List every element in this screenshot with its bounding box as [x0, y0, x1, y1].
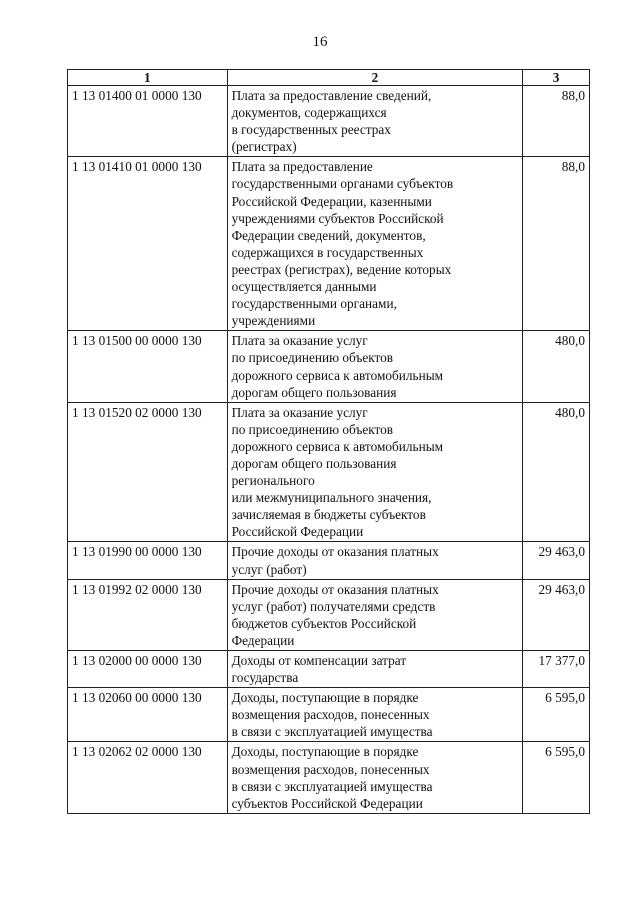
revenue-name-cell: Плата за оказание услуг по присоединению объектов дорожного сервиса к автомобильным дорогам общего пользования регионального или межмуниципального значения, зачисляемая в бюджеты субъектов Российской Федерации	[227, 402, 523, 542]
budget-code-cell: 1 13 02062 02 0000 130	[68, 742, 228, 813]
revenue-name-cell: Плата за предоставление государственными органами субъектов Российской Федерации, казенными учреждениями субъектов Российской Федерации сведений, документов, содержащихся в государственных реестрах (регистрах), ведение которых осуществляется данными государственными органами, учреждениями	[227, 157, 523, 331]
table-row	[68, 157, 590, 331]
table-row	[68, 331, 590, 402]
amount-cell: 88,0	[523, 86, 590, 157]
revenue-name-cell: Плата за оказание услуг по присоединению объектов дорожного сервиса к автомобильным дорогам общего пользования	[227, 331, 523, 402]
amount-cell: 6 595,0	[523, 688, 590, 742]
amount-cell: 17 377,0	[523, 651, 590, 688]
amount-cell: 88,0	[523, 157, 590, 331]
table-header-row	[68, 70, 590, 86]
table-row	[68, 742, 590, 813]
table-row	[68, 688, 590, 742]
revenue-name-cell: Прочие доходы от оказания платных услуг (работ) получателями средств бюджетов субъектов Российской Федерации	[227, 579, 523, 650]
revenue-table	[67, 69, 590, 814]
budget-code-cell: 1 13 02060 00 0000 130	[68, 688, 228, 742]
revenue-name-cell: Плата за предоставление сведений, документов, содержащихся в государственных реестрах (регистрах)	[227, 86, 523, 157]
revenue-name-cell: Прочие доходы от оказания платных услуг (работ)	[227, 542, 523, 579]
column-header-amount: 3	[523, 70, 590, 86]
table-row	[68, 402, 590, 542]
table-row	[68, 542, 590, 579]
budget-code-cell: 1 13 01990 00 0000 130	[68, 542, 228, 579]
amount-cell: 6 595,0	[523, 742, 590, 813]
budget-code-cell: 1 13 01410 01 0000 130	[68, 157, 228, 331]
budget-code-cell: 1 13 01520 02 0000 130	[68, 402, 228, 542]
budget-code-cell: 1 13 01500 00 0000 130	[68, 331, 228, 402]
table-row	[68, 651, 590, 688]
amount-cell: 480,0	[523, 331, 590, 402]
column-header-code: 1	[68, 70, 228, 86]
revenue-name-cell: Доходы от компенсации затрат государства	[227, 651, 523, 688]
table-row	[68, 579, 590, 650]
revenue-name-cell: Доходы, поступающие в порядке возмещения расходов, понесенных в связи с эксплуатацией имущества	[227, 688, 523, 742]
page-number: 16	[312, 34, 328, 50]
amount-cell: 29 463,0	[523, 542, 590, 579]
budget-code-cell: 1 13 01992 02 0000 130	[68, 579, 228, 650]
amount-cell: 480,0	[523, 402, 590, 542]
table-row	[68, 86, 590, 157]
budget-code-cell: 1 13 02000 00 0000 130	[68, 651, 228, 688]
budget-code-cell: 1 13 01400 01 0000 130	[68, 86, 228, 157]
revenue-name-cell: Доходы, поступающие в порядке возмещения расходов, понесенных в связи с эксплуатацией имущества субъектов Российской Федерации	[227, 742, 523, 813]
column-header-name: 2	[227, 70, 523, 86]
amount-cell: 29 463,0	[523, 579, 590, 650]
